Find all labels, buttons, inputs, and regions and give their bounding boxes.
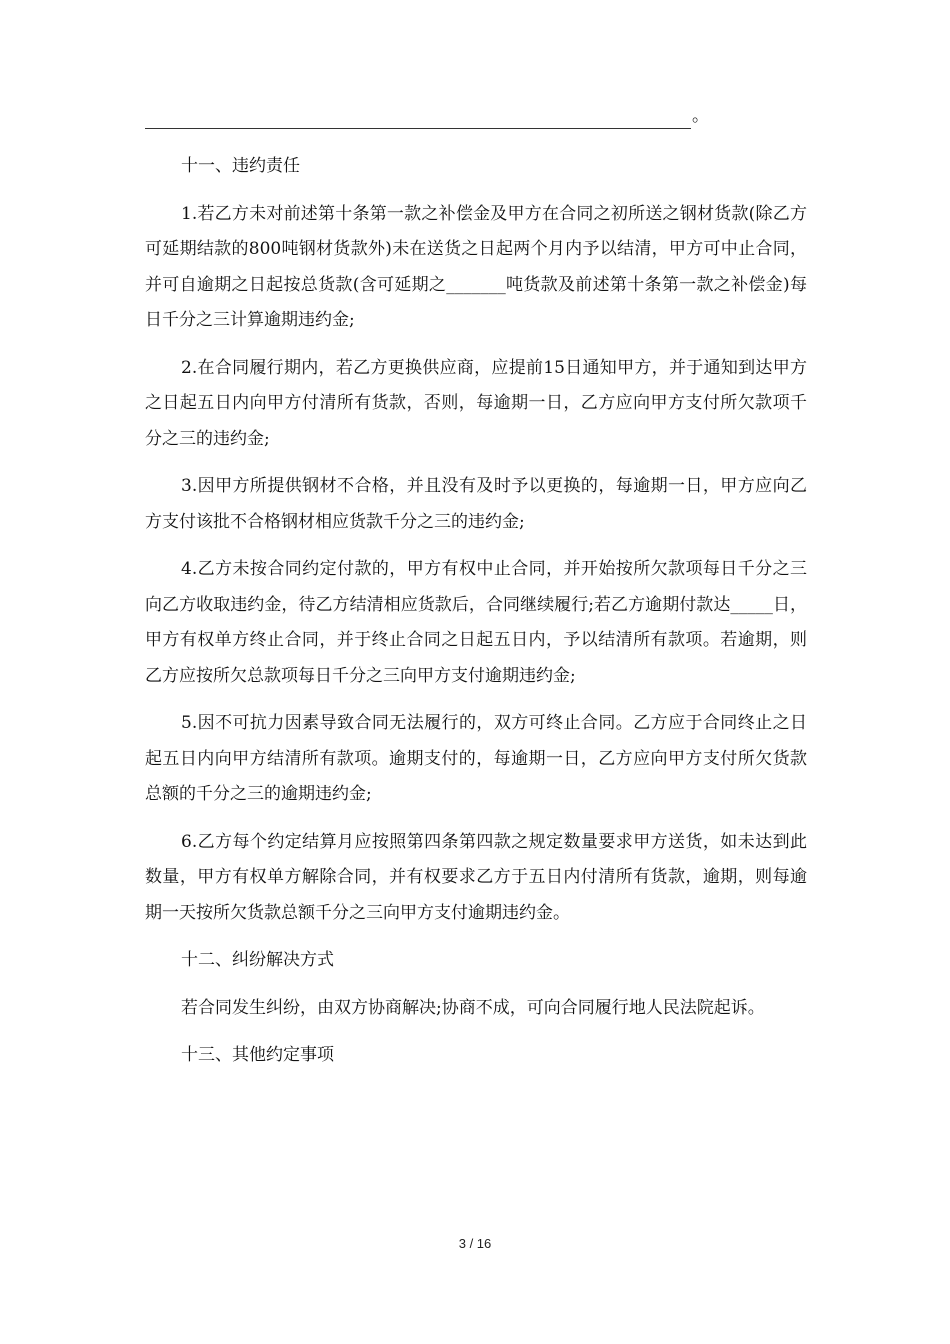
breach-clause-4: 4.乙方未按合同约定付款的，甲方有权中止合同，并开始按所欠款项每日千分之三向乙方收取违约金，待乙方结清相应货款后，合同继续履行;若乙方逾期付款达_____日，甲方有权单方终止合同，并于终止合同之日起五日内，予以结清所有款项。若逾期，则乙方应按所欠总款项每日千分之三向甲方支付逾期违约金; [145,559,807,686]
section-heading-dispute-resolution: 十二、纠纷解决方式 [181,950,334,970]
breach-clause-1: 1.若乙方未对前述第十条第一款之补偿金及甲方在合同之初所送之钢材货款(除乙方可延期结款的800吨钢材货款外)未在送货之日起两个月内予以结清，甲方可中止合同，并可自逾期之日起按总货款(含可延期之_______吨货款及前述第十条第一款之补偿金)每日千分之三计算逾期违约金; [145,203,807,330]
dispute-resolution-text: 若合同发生纠纷，由双方协商解决;协商不成，可向合同履行地人民法院起诉。 [181,997,765,1018]
blank-fill-line [145,118,691,129]
breach-clause-5: 5.因不可抗力因素导致合同无法履行的，双方可终止合同。乙方应于合同终止之日起五日内向甲方结清所有款项。逾期支付的，每逾期一日，乙方应向甲方支付所欠货款总额的千分之三的逾期违约金; [145,713,807,804]
breach-clause-3: 3.因甲方所提供钢材不合格，并且没有及时予以更换的，每逾期一日，甲方应向乙方支付该批不合格钢材相应货款千分之三的违约金; [145,476,807,532]
contract-body [145,149,807,1086]
section-heading-breach-liability: 十一、违约责任 [181,156,300,176]
section-heading-other-matters: 十三、其他约定事项 [181,1045,334,1065]
breach-clause-2: 2.在合同履行期内，若乙方更换供应商，应提前15日通知甲方，并于通知到达甲方之日起五日内向甲方付清所有货款，否则，每逾期一日，乙方应向甲方支付所欠款项千分之三的违约金; [145,357,807,449]
page-number: 3 / 16 [458,1236,492,1251]
fill-line-period: 。 [692,106,709,126]
breach-clause-6: 6.乙方每个约定结算月应按照第四条第四款之规定数量要求甲方送货，如未达到此数量，甲方有权单方解除合同，并有权要求乙方于五日内付清所有货款，逾期，则每逾期一天按所欠货款总额千分之三向甲方支付逾期违约金。 [145,831,807,923]
